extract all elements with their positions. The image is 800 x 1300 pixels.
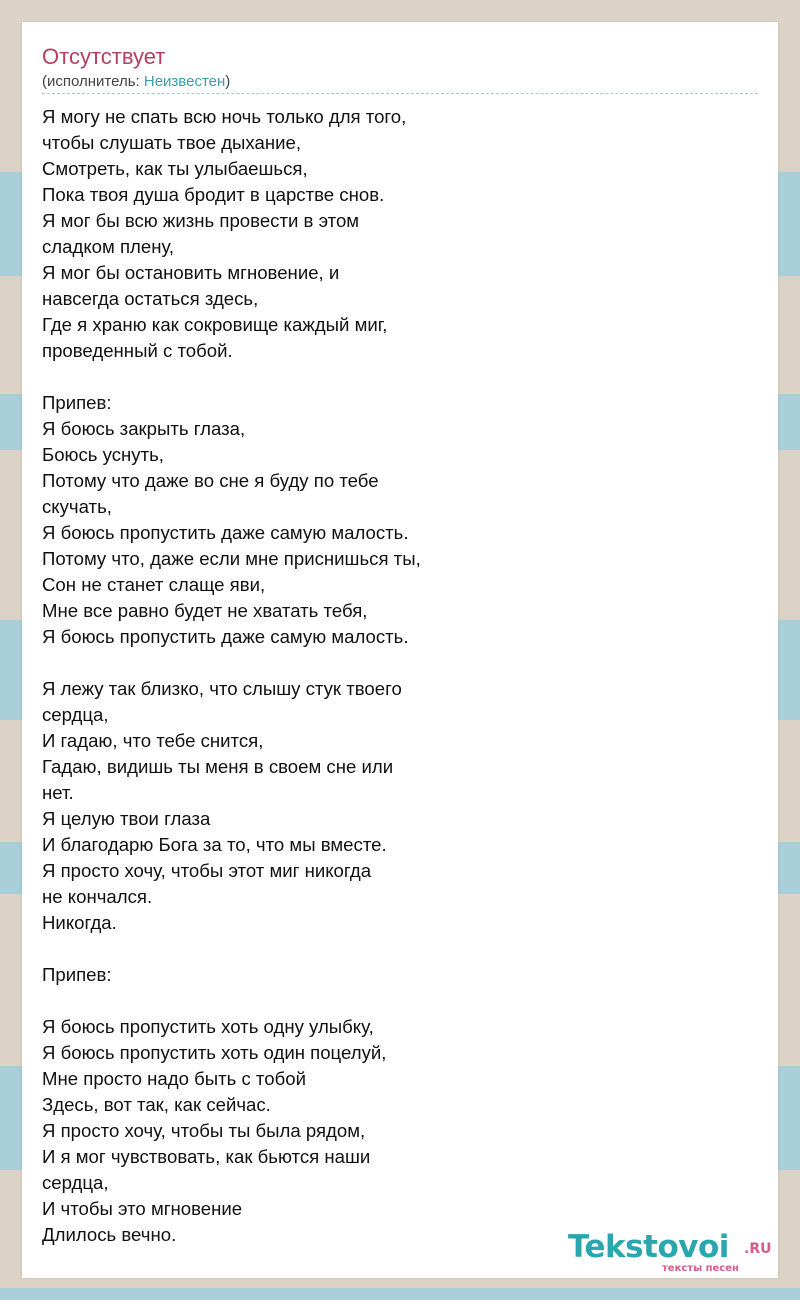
logo-tagline: тексты песен <box>662 1263 739 1274</box>
lyric-line <box>42 364 742 390</box>
lyric-line: Припев: <box>42 964 112 985</box>
artist-prefix: (исполнитель: <box>42 73 144 90</box>
lyric-line: Смотреть, как ты улыбаешься, <box>42 158 308 179</box>
lyric-line: Длилось вечно. <box>42 1224 177 1245</box>
lyric-line <box>42 650 742 676</box>
lyric-line: И чтобы это мгновение <box>42 1198 243 1219</box>
lyric-line: Я могу не спать всю ночь только для того, <box>42 106 407 127</box>
lyric-line: Я боюсь пропустить хоть одну улыбку, <box>42 1016 374 1037</box>
lyric-line: Я боюсь пропустить даже самую малость. <box>42 522 409 543</box>
song-title: Отсутствует <box>42 44 166 69</box>
lyric-line: нет. <box>42 782 74 803</box>
lyric-line: И благодарю Бога за то, что мы вместе. <box>42 834 387 855</box>
lyric-line: Гадаю, видишь ты меня в своем сне или <box>42 756 394 777</box>
lyric-line: Припев: <box>42 392 112 413</box>
lyric-line: Здесь, вот так, как сейчас. <box>42 1094 271 1115</box>
lyric-line: Мне просто надо быть с тобой <box>42 1068 306 1089</box>
lyric-line: И гадаю, что тебе снится, <box>42 730 264 751</box>
title-divider <box>42 93 758 94</box>
lyric-line: Потому что даже во сне я буду по тебе <box>42 470 379 491</box>
stripe-blue-6 <box>0 1288 800 1300</box>
lyric-line <box>42 988 742 1014</box>
lyric-line: Я мог бы всю жизнь провести в этом <box>42 210 360 231</box>
lyric-line: Я просто хочу, чтобы этот миг никогда <box>42 860 372 881</box>
lyric-line: Боюсь уснуть, <box>42 444 164 465</box>
lyric-line: Где я храню как сокровище каждый миг, <box>42 314 388 335</box>
lyric-line: сладком плену, <box>42 236 175 257</box>
lyric-line: навсегда остаться здесь, <box>42 288 259 309</box>
lyric-line: сердца, <box>42 1172 109 1193</box>
lyric-line: скучать, <box>42 496 112 517</box>
lyrics-text <box>42 104 742 1248</box>
lyric-line: сердца, <box>42 704 109 725</box>
lyric-line <box>42 936 742 962</box>
lyric-line: Потому что, даже если мне приснишься ты, <box>42 548 421 569</box>
lyric-line: проведенный с тобой. <box>42 340 233 361</box>
lyric-line: чтобы слушать твое дыхание, <box>42 132 302 153</box>
lyric-line: не кончался. <box>42 886 153 907</box>
lyric-line: Я боюсь закрыть глаза, <box>42 418 246 439</box>
artist-line <box>42 73 230 91</box>
lyric-line: Сон не станет слаще яви, <box>42 574 266 595</box>
lyrics-card <box>22 22 778 1278</box>
site-logo[interactable] <box>568 1229 778 1279</box>
lyric-line: Пока твоя душа бродит в царстве снов. <box>42 184 385 205</box>
lyric-line: Я целую твои глаза <box>42 808 211 829</box>
lyric-line: И я мог чувствовать, как бьются наши <box>42 1146 371 1167</box>
logo-domain: .RU <box>744 1241 772 1257</box>
lyric-line: Я мог бы остановить мгновение, и <box>42 262 340 283</box>
lyric-line: Я лежу так близко, что слышу стук твоего <box>42 678 402 699</box>
artist-link[interactable]: Неизвестен <box>143 73 226 90</box>
lyric-line: Никогда. <box>42 912 117 933</box>
lyric-line: Мне все равно будет не хватать тебя, <box>42 600 368 621</box>
lyric-line: Я боюсь пропустить хоть один поцелуй, <box>42 1042 387 1063</box>
lyric-line: Я боюсь пропустить даже самую малость. <box>42 626 409 647</box>
logo-main-text: Tekstovoi <box>568 1229 729 1265</box>
lyric-line: Я просто хочу, чтобы ты была рядом, <box>42 1120 366 1141</box>
artist-suffix: ) <box>225 73 231 90</box>
